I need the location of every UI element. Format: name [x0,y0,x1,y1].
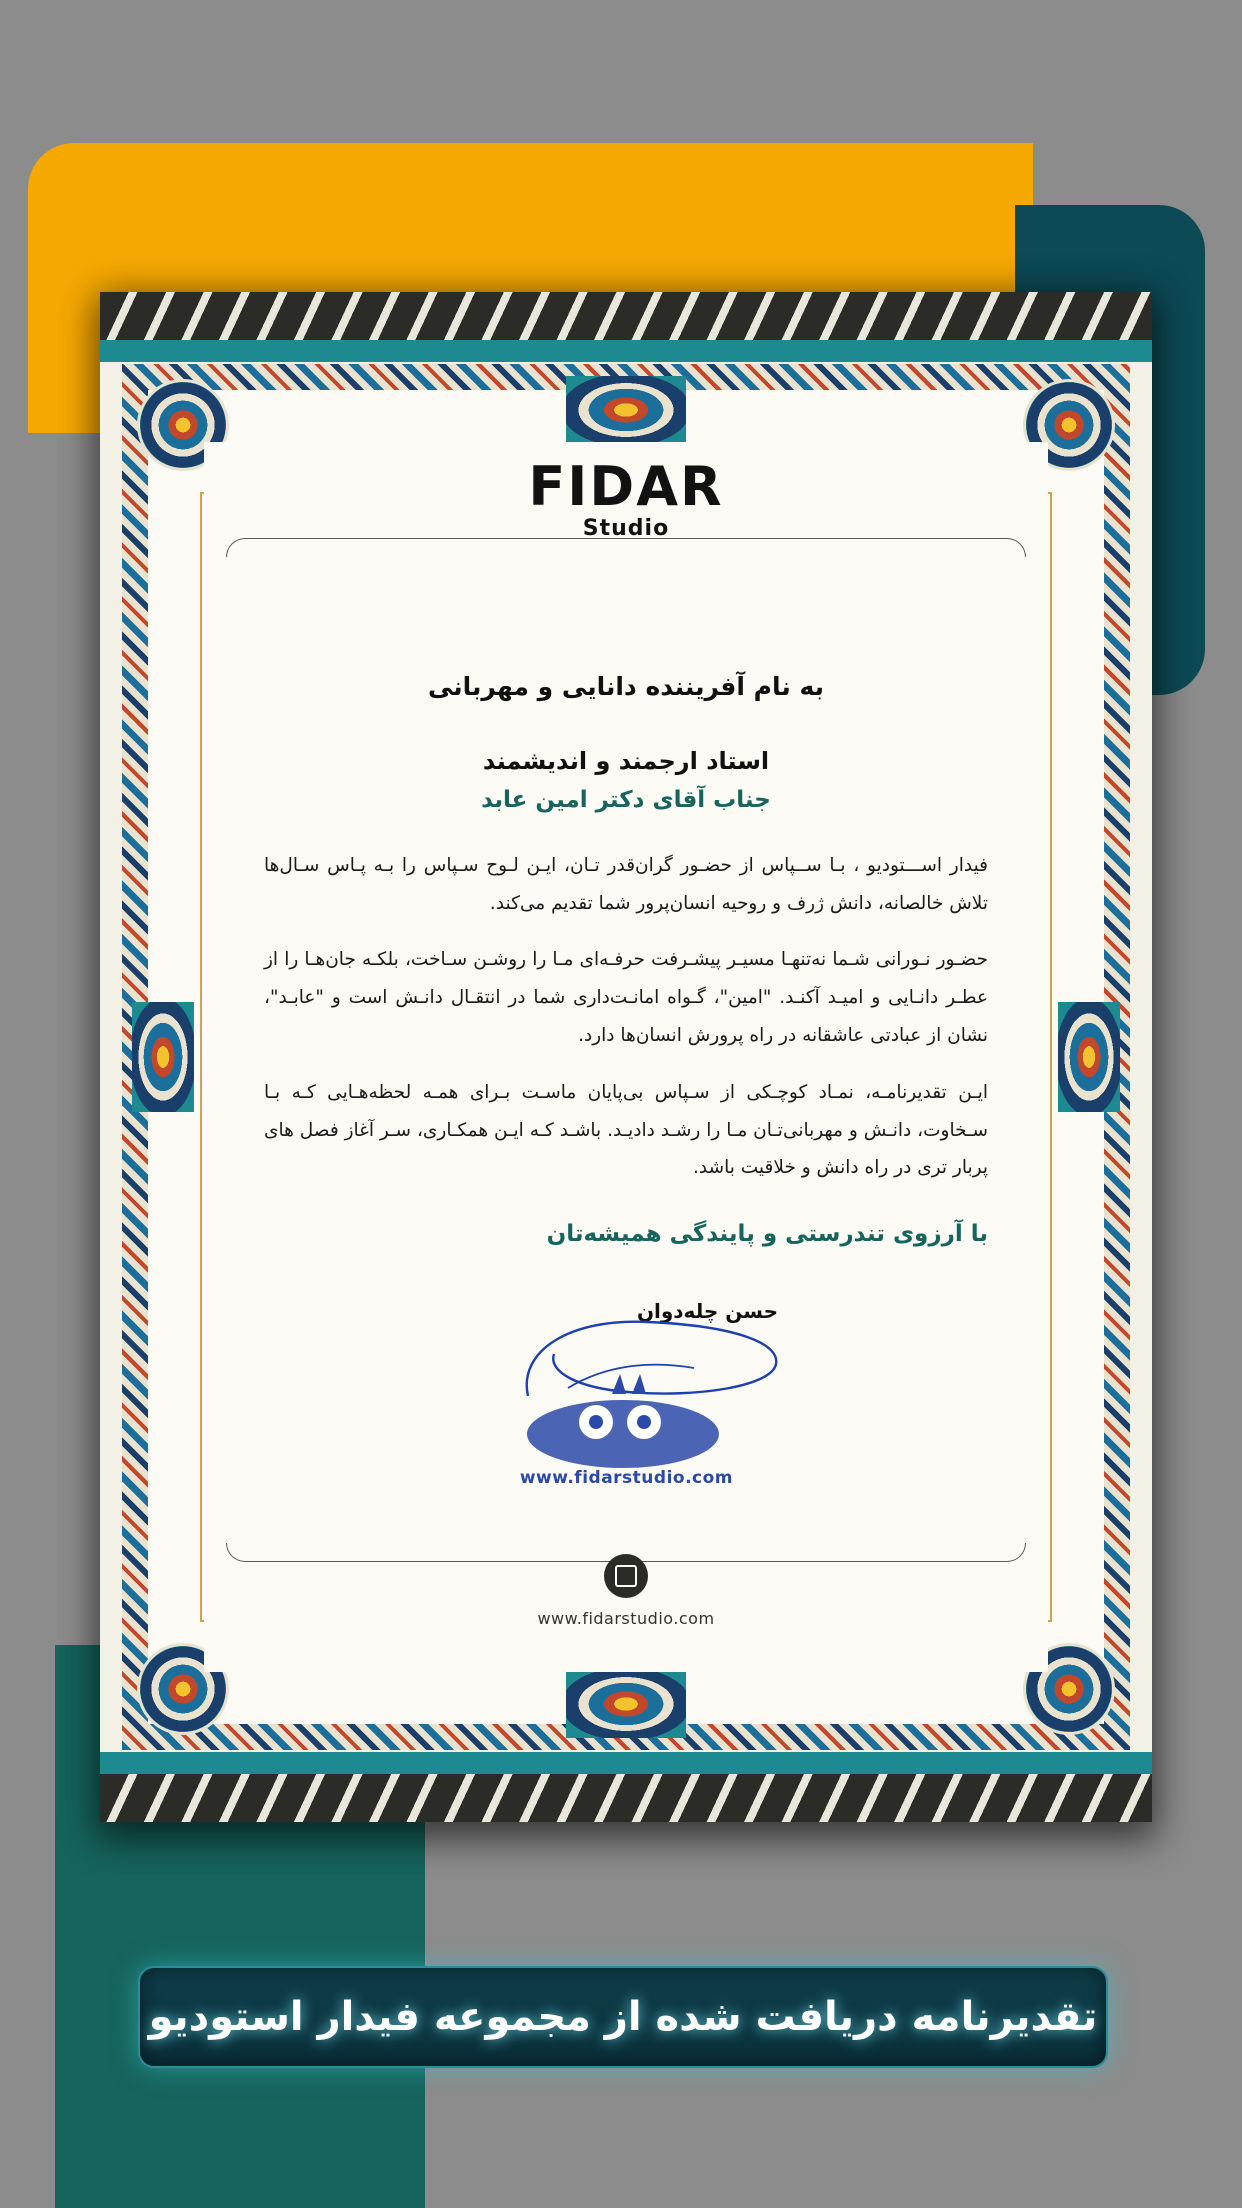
signer-name: حسن چله‌دوان [636,1299,778,1324]
bismillah-line: به نام آفریننده دانایی و مهربانی [427,672,825,701]
certificate-paper [204,442,1048,1672]
top-diagonal-band [100,292,1152,340]
recipient-name: جناب آقای دکتر امین عابد [481,787,771,813]
stamp-url: www.fidarstudio.com [519,1468,733,1488]
logo-subtitle: Studio [582,516,670,541]
caption-text: تقدیرنامه دریافت شده از مجموعه فیدار استودیو [148,1994,1098,2040]
caption-bar [138,1966,1108,2068]
seal-icon [604,1554,648,1598]
certificate-footer-url: www.fidarstudio.com [537,1609,715,1628]
top-teal-band [100,340,1152,362]
body-paragraph-1: فیدار اســـتودیو ، بـا ســپاس از حضـور گران‌قدر تـان، ایـن لـوح سـپاس را بـه پـاس سـال‌ها تلاش خالصانه، دانش ژرف و روحیه انسان‌پرور شما تقدیم می‌کند. [264,855,988,914]
medallion-left-center [132,1002,194,1112]
logo-wordmark: FIDAR [528,455,724,518]
certificate [100,292,1152,1822]
text-bracket-top [226,538,1026,557]
salutation-title: استاد ارجمند و اندیشمند [482,747,770,775]
medallion-bottom-center [566,1670,686,1738]
bottom-diagonal-band [100,1774,1152,1822]
certificate-body [264,672,988,1488]
studio-stamp-icon [508,1372,738,1482]
body-paragraph-2: حضـور نـورانی شـما نه‌تنهـا مسیـر پیشـرفت حرفـه‌ای مـا را روشـن سـاخت، بلکـه جان‌هـا را از عطـر دانـایی و امیـد آکنـد. "امین"، گـواه امانـت‌داری شما در انتقـال دانـش است و "عابـد"، نشان از عبادتی عاشقانه در راه پرورش انسان‌ها دارد. [264,949,988,1047]
body-paragraph-3: ایـن تقدیرنامـه، نمـاد کوچـکی از سـپاس بی‌پایان ماسـت بـرای همـه لحظه‌هـایی کـه بـا سـخاوت، دانـش و مهربانی‌تـان مـا را رشـد دادیـد. باشـد کـه ایـن همکـاری، سـر آغاز فصل های پربار تری در راه دانش و خلاقیت باشد. [264,1081,988,1179]
fidar-logo [204,455,1048,541]
bottom-teal-band [100,1752,1152,1774]
closing-line: با آرزوی تندرستی و پایندگی همیشه‌تان [546,1221,988,1248]
medallion-right-center [1058,1002,1120,1112]
medallion-top-center [566,376,686,444]
